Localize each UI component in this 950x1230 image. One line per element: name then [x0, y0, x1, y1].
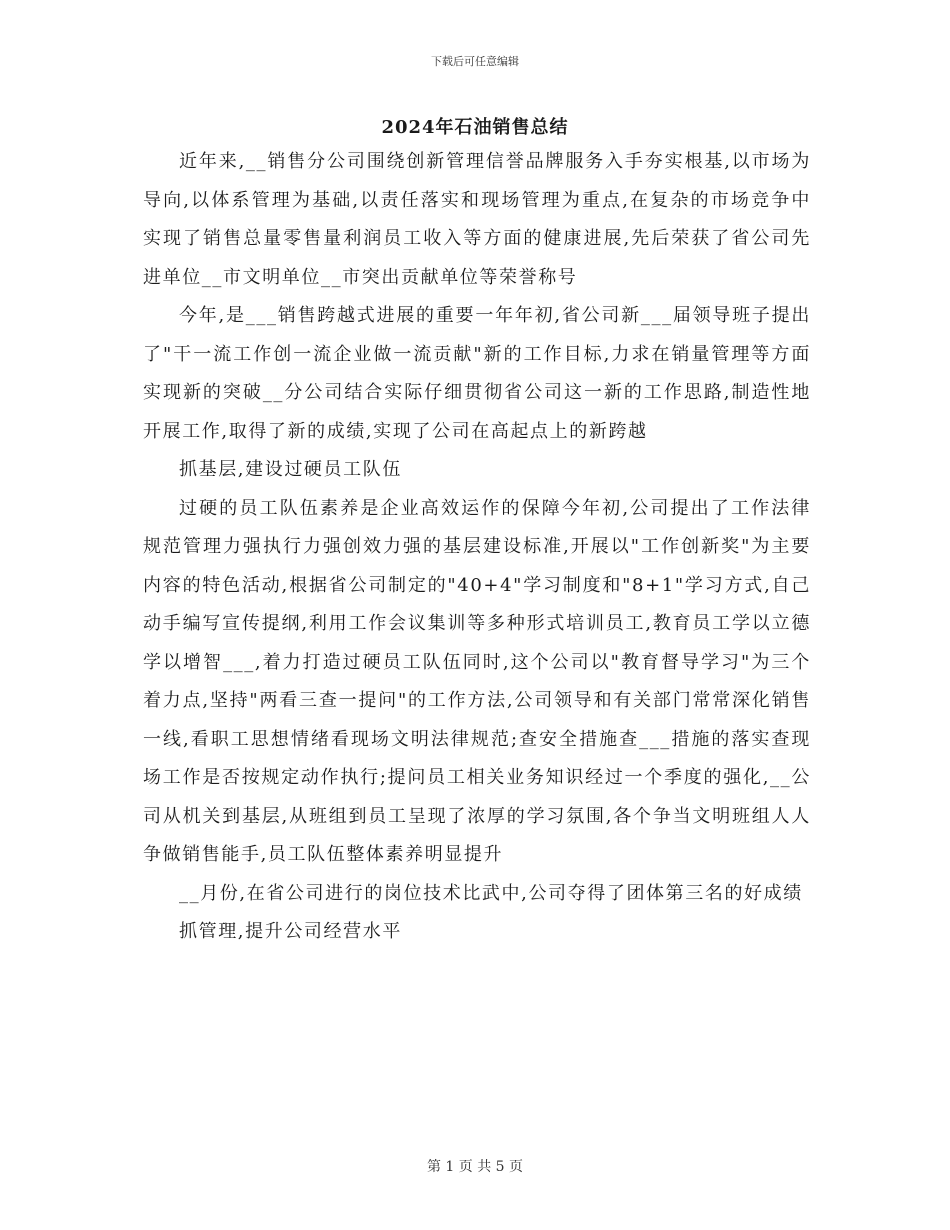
header-note: 下载后可任意编辑 [431, 55, 519, 68]
document-body [143, 143, 811, 952]
page-number: 第 1 页 共 5 页 [426, 1159, 524, 1175]
paragraph: __月份,在省公司进行的岗位技术比武中,公司夺得了团体第三名的好成绩 [179, 882, 803, 904]
paragraph: 近年来,__销售分公司围绕创新管理信誉品牌服务入手夯实根基,以市场为导向,以体系管理为基础,以责任落实和现场管理为重点,在复杂的市场竞争中实现了销售总量零售量利润员工收入等方面的健康进展,先后荣获了省公司先进单位__市文明单位__市突出贡献单位等荣誉称号 [143, 151, 811, 288]
paragraph: 今年,是___销售跨越式进展的重要一年年初,省公司新___届领导班子提出了"干一流工作创一流企业做一流贡献"新的工作目标,力求在销量管理等方面实现新的突破__分公司结合实际仔细贯彻省公司这一新的工作思路,制造性地开展工作,取得了新的成绩,实现了公司在高起点上的新跨越 [143, 305, 811, 442]
section-heading: 抓基层,建设过硬员工队伍 [179, 459, 402, 480]
section-heading: 抓管理,提升公司经营水平 [179, 921, 402, 942]
document-title: 2024年石油销售总结 [381, 117, 569, 138]
paragraph: 过硬的员工队伍素养是企业高效运作的保障今年初,公司提出了工作法律规范管理力强执行力强创效力强的基层建设标准,开展以"工作创新奖"为主要内容的特色活动,根据省公司制定的"40+4"学习制度和"8+1"学习方式,自己动手编写宣传提纲,利用工作会议集训等多种形式培训员工,教育员工学以立德学以增智___,着力打造过硬员工队伍同时,这个公司以"教育督导学习"为三个着力点,坚持"两看三查一提问"的工作方法,公司领导和有关部门常常深化销售一线,看职工思想情绪看现场文明法律规范;查安全措施查___措施的落实查现场工作是否按规定动作执行;提问员工相关业务知识经过一个季度的强化,__公司从机关到基层,从班组到员工呈现了浓厚的学习氛围,各个争当文明班组人人争做销售能手,员工队伍整体素养明显提升 [143, 497, 811, 865]
